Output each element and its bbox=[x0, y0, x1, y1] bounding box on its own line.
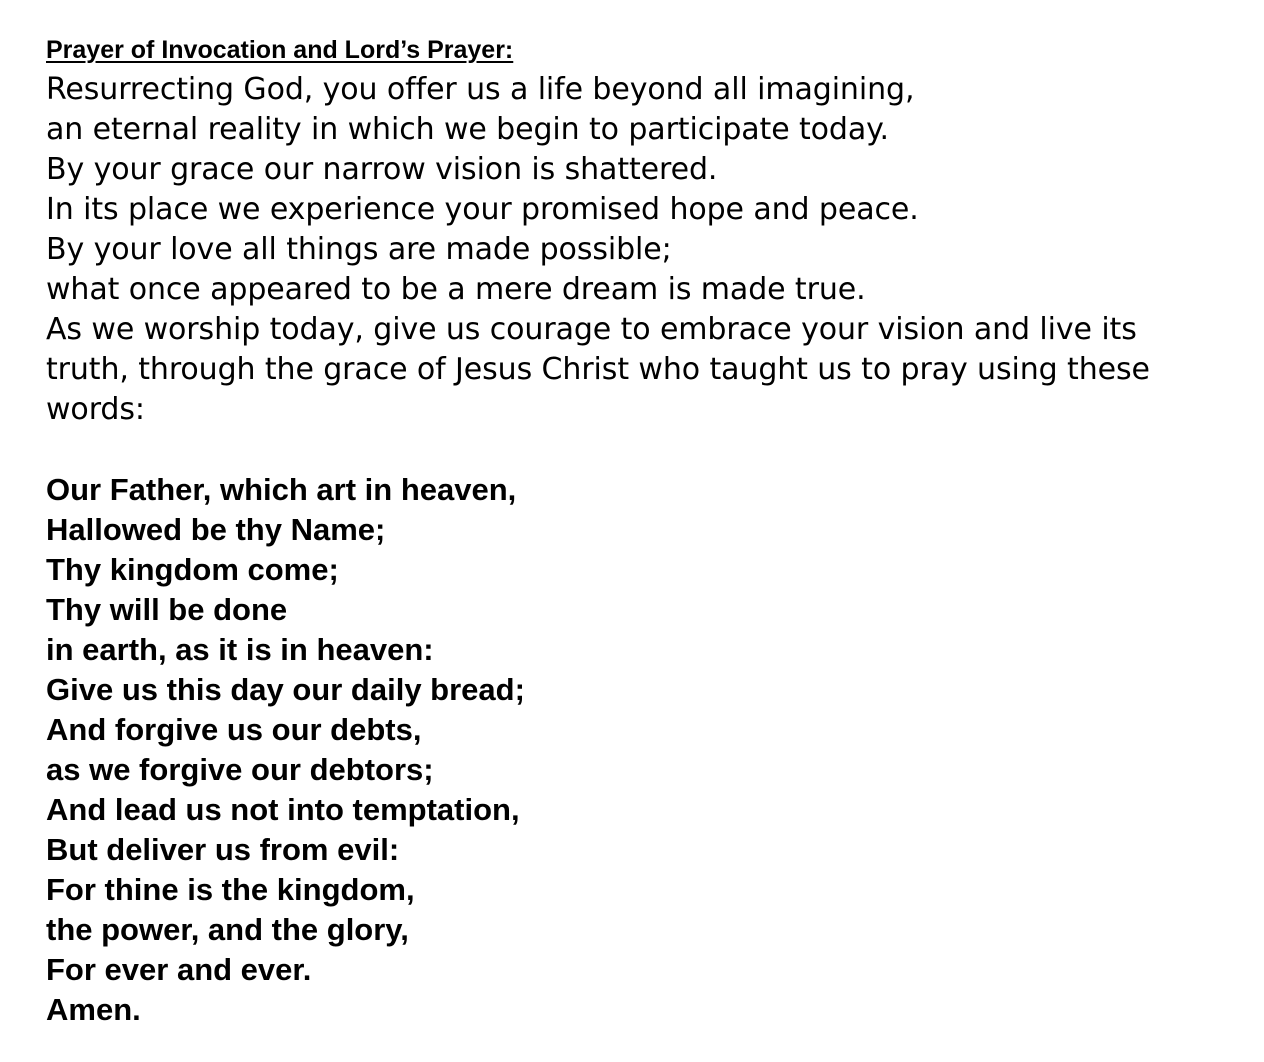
invocation-line: By your grace our narrow vision is shattered. bbox=[46, 152, 718, 187]
section-heading: Prayer of Invocation and Lord’s Prayer: bbox=[46, 36, 514, 64]
lords-prayer-line: But deliver us from evil: bbox=[46, 832, 400, 867]
lords-prayer-line: And forgive us our debts, bbox=[46, 712, 422, 747]
lords-prayer-line: Thy will be done bbox=[46, 592, 288, 627]
lords-prayer-line: Our Father, which art in heaven, bbox=[46, 472, 517, 507]
document-page bbox=[46, 30, 1246, 1030]
lords-prayer-line: in earth, as it is in heaven: bbox=[46, 632, 434, 667]
invocation-line: As we worship today, give us courage to embrace your vision and live its truth, through the grace of Jesus Christ who taught us to pray using these words: bbox=[46, 312, 1150, 427]
invocation-line: an eternal reality in which we begin to participate today. bbox=[46, 112, 889, 147]
lords-prayer-line: For ever and ever. bbox=[46, 952, 312, 987]
invocation-line: Resurrecting God, you offer us a life beyond all imagining, bbox=[46, 72, 915, 107]
invocation-prayer bbox=[46, 70, 1246, 430]
invocation-line: In its place we experience your promised hope and peace. bbox=[46, 192, 919, 227]
lords-prayer-line: For thine is the kingdom, bbox=[46, 872, 415, 907]
lords-prayer-line: Amen. bbox=[46, 992, 141, 1027]
lords-prayer-line: as we forgive our debtors; bbox=[46, 752, 434, 787]
paragraph-spacer bbox=[46, 430, 1246, 470]
lords-prayer bbox=[46, 470, 1246, 1030]
lords-prayer-line: the power, and the glory, bbox=[46, 912, 409, 947]
lords-prayer-line: Hallowed be thy Name; bbox=[46, 512, 386, 547]
lords-prayer-line: And lead us not into temptation, bbox=[46, 792, 520, 827]
invocation-line: By your love all things are made possible; bbox=[46, 232, 672, 267]
invocation-line: what once appeared to be a mere dream is made true. bbox=[46, 272, 866, 307]
lords-prayer-line: Give us this day our daily bread; bbox=[46, 672, 525, 707]
lords-prayer-line: Thy kingdom come; bbox=[46, 552, 339, 587]
